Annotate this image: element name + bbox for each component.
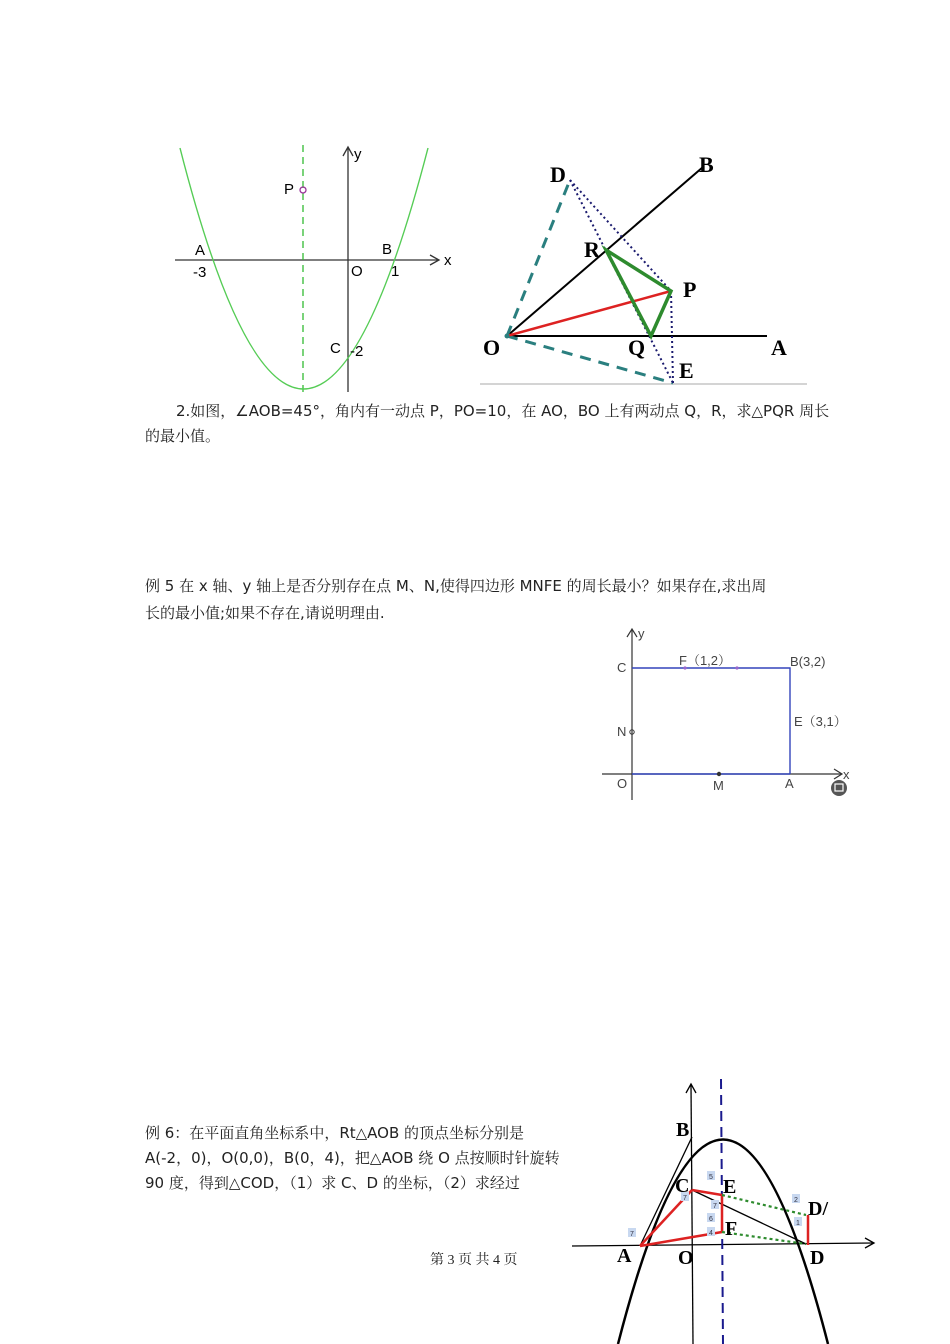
label-x: x [444, 252, 452, 269]
rotation-parabola-figure [568, 1075, 888, 1344]
label-q: Q [628, 335, 646, 360]
svg-text:7: 7 [713, 1203, 717, 1210]
label-y: y [638, 626, 645, 641]
problem-2-line-2: 的最小值。 [145, 427, 221, 445]
measurement-badge [707, 1171, 715, 1181]
point-o [505, 334, 510, 339]
label-y: y [354, 146, 362, 163]
svg-text:1: 1 [796, 1220, 800, 1227]
label-c: C [617, 660, 627, 675]
example-5-line-1: 例 5 在 x 轴、y 轴上是否分别存在点 M、N,使得四边形 MNFE 的周长最小？如果存在,求出周 [145, 577, 767, 595]
example-6-line-2: A(-2，0)，O(0,0)，B(0，4)，把△AOB 绕 O 点按顺时针旋转 [145, 1149, 560, 1167]
y-axis [691, 1085, 693, 1344]
label-b-value: 1 [391, 263, 400, 280]
label-r: R [584, 237, 600, 262]
label-c: C [675, 1175, 690, 1197]
measurement-badge [711, 1200, 719, 1210]
angle-reflection-figure [475, 145, 815, 390]
label-b: B(3,2) [790, 654, 826, 669]
point-m [717, 772, 721, 776]
svg-text:2: 2 [794, 1197, 798, 1204]
measurement-badge [628, 1228, 636, 1238]
label-e: E（3,1） [794, 714, 847, 729]
example-5-line-2: 长的最小值;如果不存在,请说明理由. [145, 604, 385, 622]
example-6-line-3: 90 度，得到△COD，（1）求 C、D 的坐标，（2）求经过 [145, 1174, 520, 1192]
label-e: E [723, 1176, 737, 1198]
label-b: B [382, 241, 393, 258]
label-p: P [683, 277, 697, 302]
segment-oe [507, 336, 673, 383]
problem-2-line-1: 2.如图，∠AOB=45°，角内有一动点 P，PO=10，在 AO，BO 上有两动点 Q，R，求△PQR 周长 [176, 402, 830, 420]
svg-text:7: 7 [630, 1231, 634, 1238]
label-n: N [617, 724, 627, 739]
label-d: D [810, 1247, 825, 1269]
point-f2 [735, 666, 738, 669]
svg-text:7: 7 [683, 1195, 687, 1202]
label-a: A [617, 1245, 632, 1267]
label-a: A [195, 242, 206, 259]
measurement-badge [707, 1213, 715, 1223]
label-d: D [550, 162, 566, 187]
segment-pe [671, 291, 673, 383]
label-f: F [725, 1218, 738, 1240]
label-e: E [679, 358, 694, 383]
parabola-figure [160, 140, 460, 400]
label-c: C [330, 340, 341, 357]
svg-text:4: 4 [709, 1230, 713, 1237]
label-f: F（1,2） [679, 653, 732, 668]
label-c-value: -2 [350, 343, 364, 360]
label-o: O [483, 335, 501, 360]
label-a: A [771, 335, 787, 360]
example-6-line-1: 例 6：在平面直角坐标系中，Rt△AOB 的顶点坐标分别是 [145, 1124, 525, 1142]
label-o: O [678, 1247, 694, 1269]
label-p: P [284, 181, 295, 198]
label-m: M [713, 778, 724, 793]
measurement-badge [794, 1217, 802, 1227]
rectangle-figure [597, 622, 862, 802]
label-b: B [699, 152, 714, 177]
label-a-value: -3 [193, 264, 207, 281]
segment-od [507, 180, 570, 336]
label-d-prime: D/ [808, 1198, 828, 1220]
label-a: A [785, 776, 794, 791]
svg-text:5: 5 [709, 1174, 713, 1181]
page-footer: 第 3 页 共 4 页 [430, 1253, 518, 1268]
label-o: O [617, 776, 628, 791]
measurement-badge [792, 1194, 800, 1204]
rectangle-ocba [632, 668, 790, 774]
svg-text:6: 6 [709, 1216, 713, 1223]
label-b: B [676, 1119, 690, 1141]
measurement-badge [707, 1227, 715, 1237]
image-icon[interactable] [831, 780, 847, 796]
label-x: x [843, 767, 850, 782]
label-o: O [351, 263, 363, 280]
